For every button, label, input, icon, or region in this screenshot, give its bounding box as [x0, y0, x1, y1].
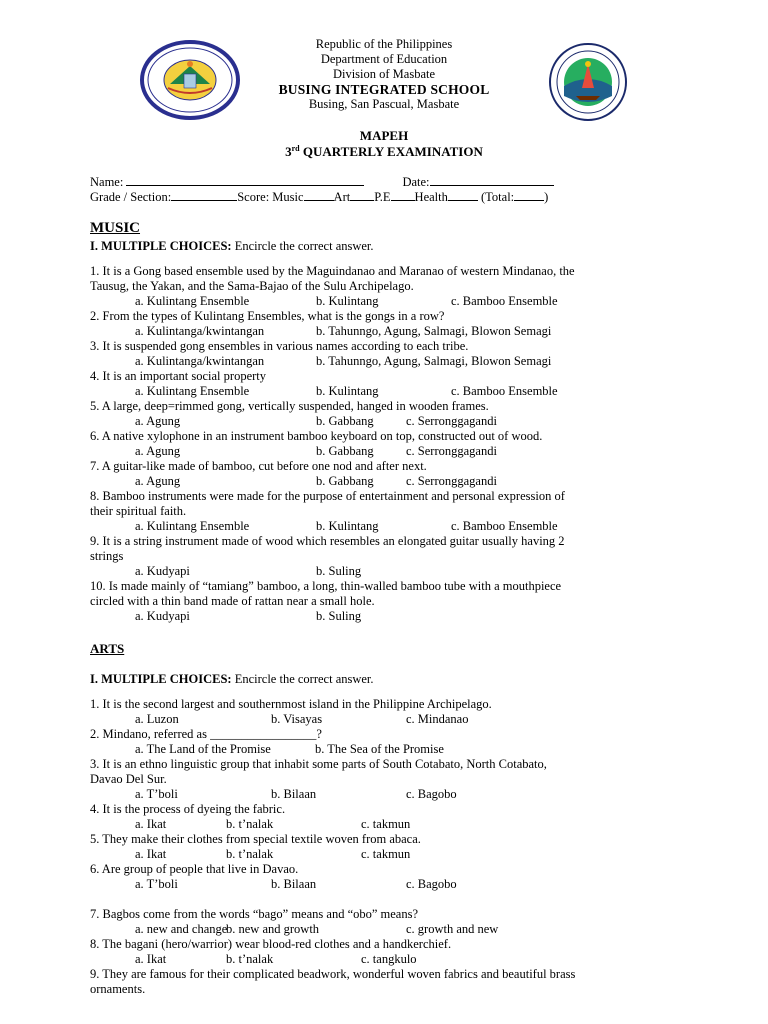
answer-option[interactable]: c. Bamboo Ensemble [451, 519, 558, 533]
answer-option[interactable]: a. Luzon [135, 712, 179, 726]
answer-option[interactable]: b. Gabbang [316, 474, 374, 488]
music-question-10 [90, 579, 690, 609]
answer-option[interactable]: a. Ikat [135, 952, 167, 966]
pe-score-field[interactable] [391, 200, 415, 201]
arts-question-2-options [90, 742, 690, 757]
answer-option[interactable]: b. Kulintang [316, 294, 379, 308]
music-question-3 [90, 339, 690, 354]
music-question-2-options [90, 324, 690, 339]
question-text: ornaments. [90, 982, 146, 996]
total-score-field[interactable] [514, 200, 544, 201]
music-question-2 [90, 309, 690, 324]
arts-question-5 [90, 832, 690, 847]
answer-option[interactable]: c. Serronggagandi [406, 474, 497, 488]
score-music-label: Score: Music [237, 190, 304, 204]
answer-option[interactable]: b. t’nalak [226, 847, 274, 861]
music-question-8-options [90, 519, 690, 534]
exam-ordinal-suffix: rd [291, 144, 300, 153]
music-instruction-label: I. MULTIPLE CHOICES: [90, 239, 232, 253]
answer-option[interactable]: c. takmun [361, 847, 411, 861]
question-text: Tausug, the Yakan, and the Sama-Bajao of the Sulu Archipelago. [90, 279, 414, 293]
answer-option[interactable]: a. Ikat [135, 847, 167, 861]
answer-option[interactable]: b. Bilaan [271, 787, 317, 801]
answer-option[interactable]: c. Bagobo [406, 877, 457, 891]
grade-section-field[interactable] [171, 200, 237, 201]
question-text: 9. It is a string instrument made of wood which resembles an elongated guitar usually having 2 [90, 534, 565, 548]
question-text: 2. Mindano, referred as _________________? [90, 727, 322, 741]
question-text: Davao Del Sur. [90, 772, 167, 786]
answer-option[interactable]: a. T’boli [135, 877, 178, 891]
arts-heading: ARTS [90, 641, 125, 656]
answer-option[interactable]: a. The Land of the Promise [135, 742, 271, 756]
answer-option[interactable]: c. Bamboo Ensemble [451, 384, 558, 398]
exam-ordinal: 3 [285, 144, 292, 159]
arts-question-1 [90, 697, 690, 712]
total-label: (Total: [477, 190, 515, 204]
question-text: 4. It is an important social property [90, 369, 267, 383]
answer-option[interactable]: b. Suling [316, 564, 362, 578]
answer-option[interactable]: b. Bilaan [271, 877, 317, 891]
music-question-7-options [90, 474, 690, 489]
answer-option[interactable]: a. Kulintang Ensemble [135, 384, 250, 398]
question-text: their spiritual faith. [90, 504, 187, 518]
music-question-1 [90, 264, 690, 294]
music-question-1-options [90, 294, 690, 309]
answer-option[interactable]: b. Kulintang [316, 384, 379, 398]
answer-option[interactable]: c. Serronggagandi [406, 444, 497, 458]
answer-option[interactable]: b. Gabbang [316, 444, 374, 458]
music-question-4-options [90, 384, 690, 399]
arts-question-5-options [90, 847, 690, 862]
header-republic: Republic of the Philippines [315, 37, 453, 51]
music-question-4 [90, 369, 690, 384]
question-text: 6. A native xylophone in an instrument bamboo keyboard on top, constructed out of wood. [90, 429, 543, 443]
health-score-field[interactable] [448, 200, 478, 201]
grade-score-row [90, 190, 548, 205]
question-text: 6. Are group of people that live in Davao. [90, 862, 299, 876]
name-date-row [90, 175, 554, 190]
answer-option[interactable]: c. Mindanao [406, 712, 469, 726]
arts-question-9 [90, 967, 690, 997]
answer-option[interactable]: c. Bagobo [406, 787, 457, 801]
answer-option[interactable]: a. Kulintanga/kwintangan [135, 354, 265, 368]
arts-instruction-text: Encircle the correct answer. [231, 672, 374, 686]
arts-question-7 [90, 907, 690, 922]
answer-option[interactable]: a. new and change [135, 922, 228, 936]
arts-question-2 [90, 727, 690, 742]
answer-option[interactable]: b. The Sea of the Promise [315, 742, 444, 756]
answer-option[interactable]: b. Visayas [271, 712, 323, 726]
date-label: Date: [402, 175, 430, 189]
answer-option[interactable]: a. T’boli [135, 787, 178, 801]
total-close: ) [544, 190, 549, 204]
question-text: circled with a thin band made of rattan near a small hole. [90, 594, 375, 608]
arts-question-8-options [90, 952, 690, 967]
header-school-name: BUSING INTEGRATED SCHOOL [278, 82, 490, 97]
pe-label: P.E [374, 190, 391, 204]
exam-title-text: QUARTERLY EXAMINATION [299, 144, 483, 159]
music-question-5 [90, 399, 690, 414]
answer-option[interactable]: b. Tahunngo, Agung, Salmagi, Blowon Semagi [316, 354, 552, 368]
music-question-3-options [90, 354, 690, 369]
date-field[interactable] [430, 185, 554, 186]
answer-option[interactable]: c. Serronggagandi [406, 414, 497, 428]
arts-question-4-options [90, 817, 690, 832]
question-text: 9. They are famous for their complicated beadwork, wonderful woven fabrics and beautiful brass [90, 967, 576, 981]
name-field[interactable] [126, 185, 364, 186]
answer-option[interactable]: b. Suling [316, 609, 362, 623]
answer-option[interactable]: a. Kudyapi [135, 564, 190, 578]
name-label: Name: [90, 175, 127, 189]
subject-title: MAPEH [359, 128, 409, 143]
music-question-6 [90, 429, 690, 444]
arts-question-7-options [90, 922, 690, 937]
arts-question-3 [90, 757, 690, 787]
question-text: 5. A large, deep=rimmed gong, vertically suspended, hanged in wooden frames. [90, 399, 489, 413]
header-division: Division of Masbate [332, 67, 436, 81]
question-text: 1. It is a Gong based ensemble used by the Maguindanao and Maranao of western Mindanao, the [90, 264, 575, 278]
answer-option[interactable]: a. Agung [135, 474, 181, 488]
arts-question-1-options [90, 712, 690, 727]
music-question-9 [90, 534, 690, 564]
arts-question-6-options [90, 877, 690, 892]
music-question-10-options [90, 609, 690, 624]
arts-instruction [90, 672, 374, 687]
music-instruction-text: Encircle the correct answer. [231, 239, 374, 253]
health-label: Health [414, 190, 448, 204]
art-score-field[interactable] [350, 200, 374, 201]
answer-option[interactable]: c. growth and new [406, 922, 499, 936]
music-question-8 [90, 489, 690, 519]
answer-option[interactable]: b. t’nalak [226, 817, 274, 831]
question-text: 10. Is made mainly of “tamiang” bamboo, a long, thin-walled bamboo tube with a mouthpiece [90, 579, 562, 593]
question-text: 7. A guitar-like made of bamboo, cut before one nod and after next. [90, 459, 427, 473]
question-text: 8. Bamboo instruments were made for the purpose of entertainment and personal expression of [90, 489, 565, 503]
answer-option[interactable]: b. Gabbang [316, 414, 374, 428]
answer-option[interactable]: a. Ikat [135, 817, 167, 831]
answer-option[interactable]: a. Agung [135, 414, 181, 428]
music-instruction [90, 239, 374, 254]
answer-option[interactable]: a. Agung [135, 444, 181, 458]
arts-question-3-options [90, 787, 690, 802]
question-text: 3. It is suspended gong ensembles in various names according to each tribe. [90, 339, 469, 353]
music-question-5-options [90, 414, 690, 429]
music-heading: MUSIC [90, 220, 141, 236]
answer-option[interactable]: a. Kulintang Ensemble [135, 294, 250, 308]
arts-instruction-label: I. MULTIPLE CHOICES: [90, 672, 232, 686]
question-text: 8. The bagani (hero/warrior) wear blood-red clothes and a handkerchief. [90, 937, 452, 951]
arts-question-8 [90, 937, 690, 952]
answer-option[interactable]: b. t’nalak [226, 952, 274, 966]
header-address: Busing, San Pascual, Masbate [308, 97, 460, 111]
question-text: 2. From the types of Kulintang Ensembles, what is the gongs in a row? [90, 309, 445, 323]
music-question-7 [90, 459, 690, 474]
question-text: strings [90, 549, 124, 563]
answer-option[interactable]: c. tangkulo [361, 952, 417, 966]
answer-option[interactable]: a. Kudyapi [135, 609, 190, 623]
music-question-6-options [90, 444, 690, 459]
question-text: 7. Bagbos come from the words “bago” means and “obo” means? [90, 907, 419, 921]
music-score-field[interactable] [304, 200, 334, 201]
answer-option[interactable]: b. Tahunngo, Agung, Salmagi, Blowon Semagi [316, 324, 552, 338]
document-header [0, 37, 768, 112]
question-text: 1. It is the second largest and southernmost island in the Philippine Archipelago. [90, 697, 492, 711]
music-question-9-options [90, 564, 690, 579]
answer-option[interactable]: a. Kulintang Ensemble [135, 519, 250, 533]
answer-option[interactable]: b. new and growth [226, 922, 320, 936]
question-text: 4. It is the process of dyeing the fabric. [90, 802, 286, 816]
exam-title [0, 144, 768, 159]
question-text: 3. It is an ethno linguistic group that inhabit some parts of South Cotabato, North Cotabato, [90, 757, 547, 771]
art-label: Art [333, 190, 351, 204]
answer-option[interactable]: c. Bamboo Ensemble [451, 294, 558, 308]
answer-option[interactable]: c. takmun [361, 817, 411, 831]
arts-question-4 [90, 802, 690, 817]
question-text: 5. They make their clothes from special textile woven from abaca. [90, 832, 421, 846]
answer-option[interactable]: a. Kulintanga/kwintangan [135, 324, 265, 338]
arts-question-6 [90, 862, 690, 877]
answer-option[interactable]: b. Kulintang [316, 519, 379, 533]
header-department: Department of Education [320, 52, 448, 66]
grade-section-label: Grade / Section: [90, 190, 172, 204]
